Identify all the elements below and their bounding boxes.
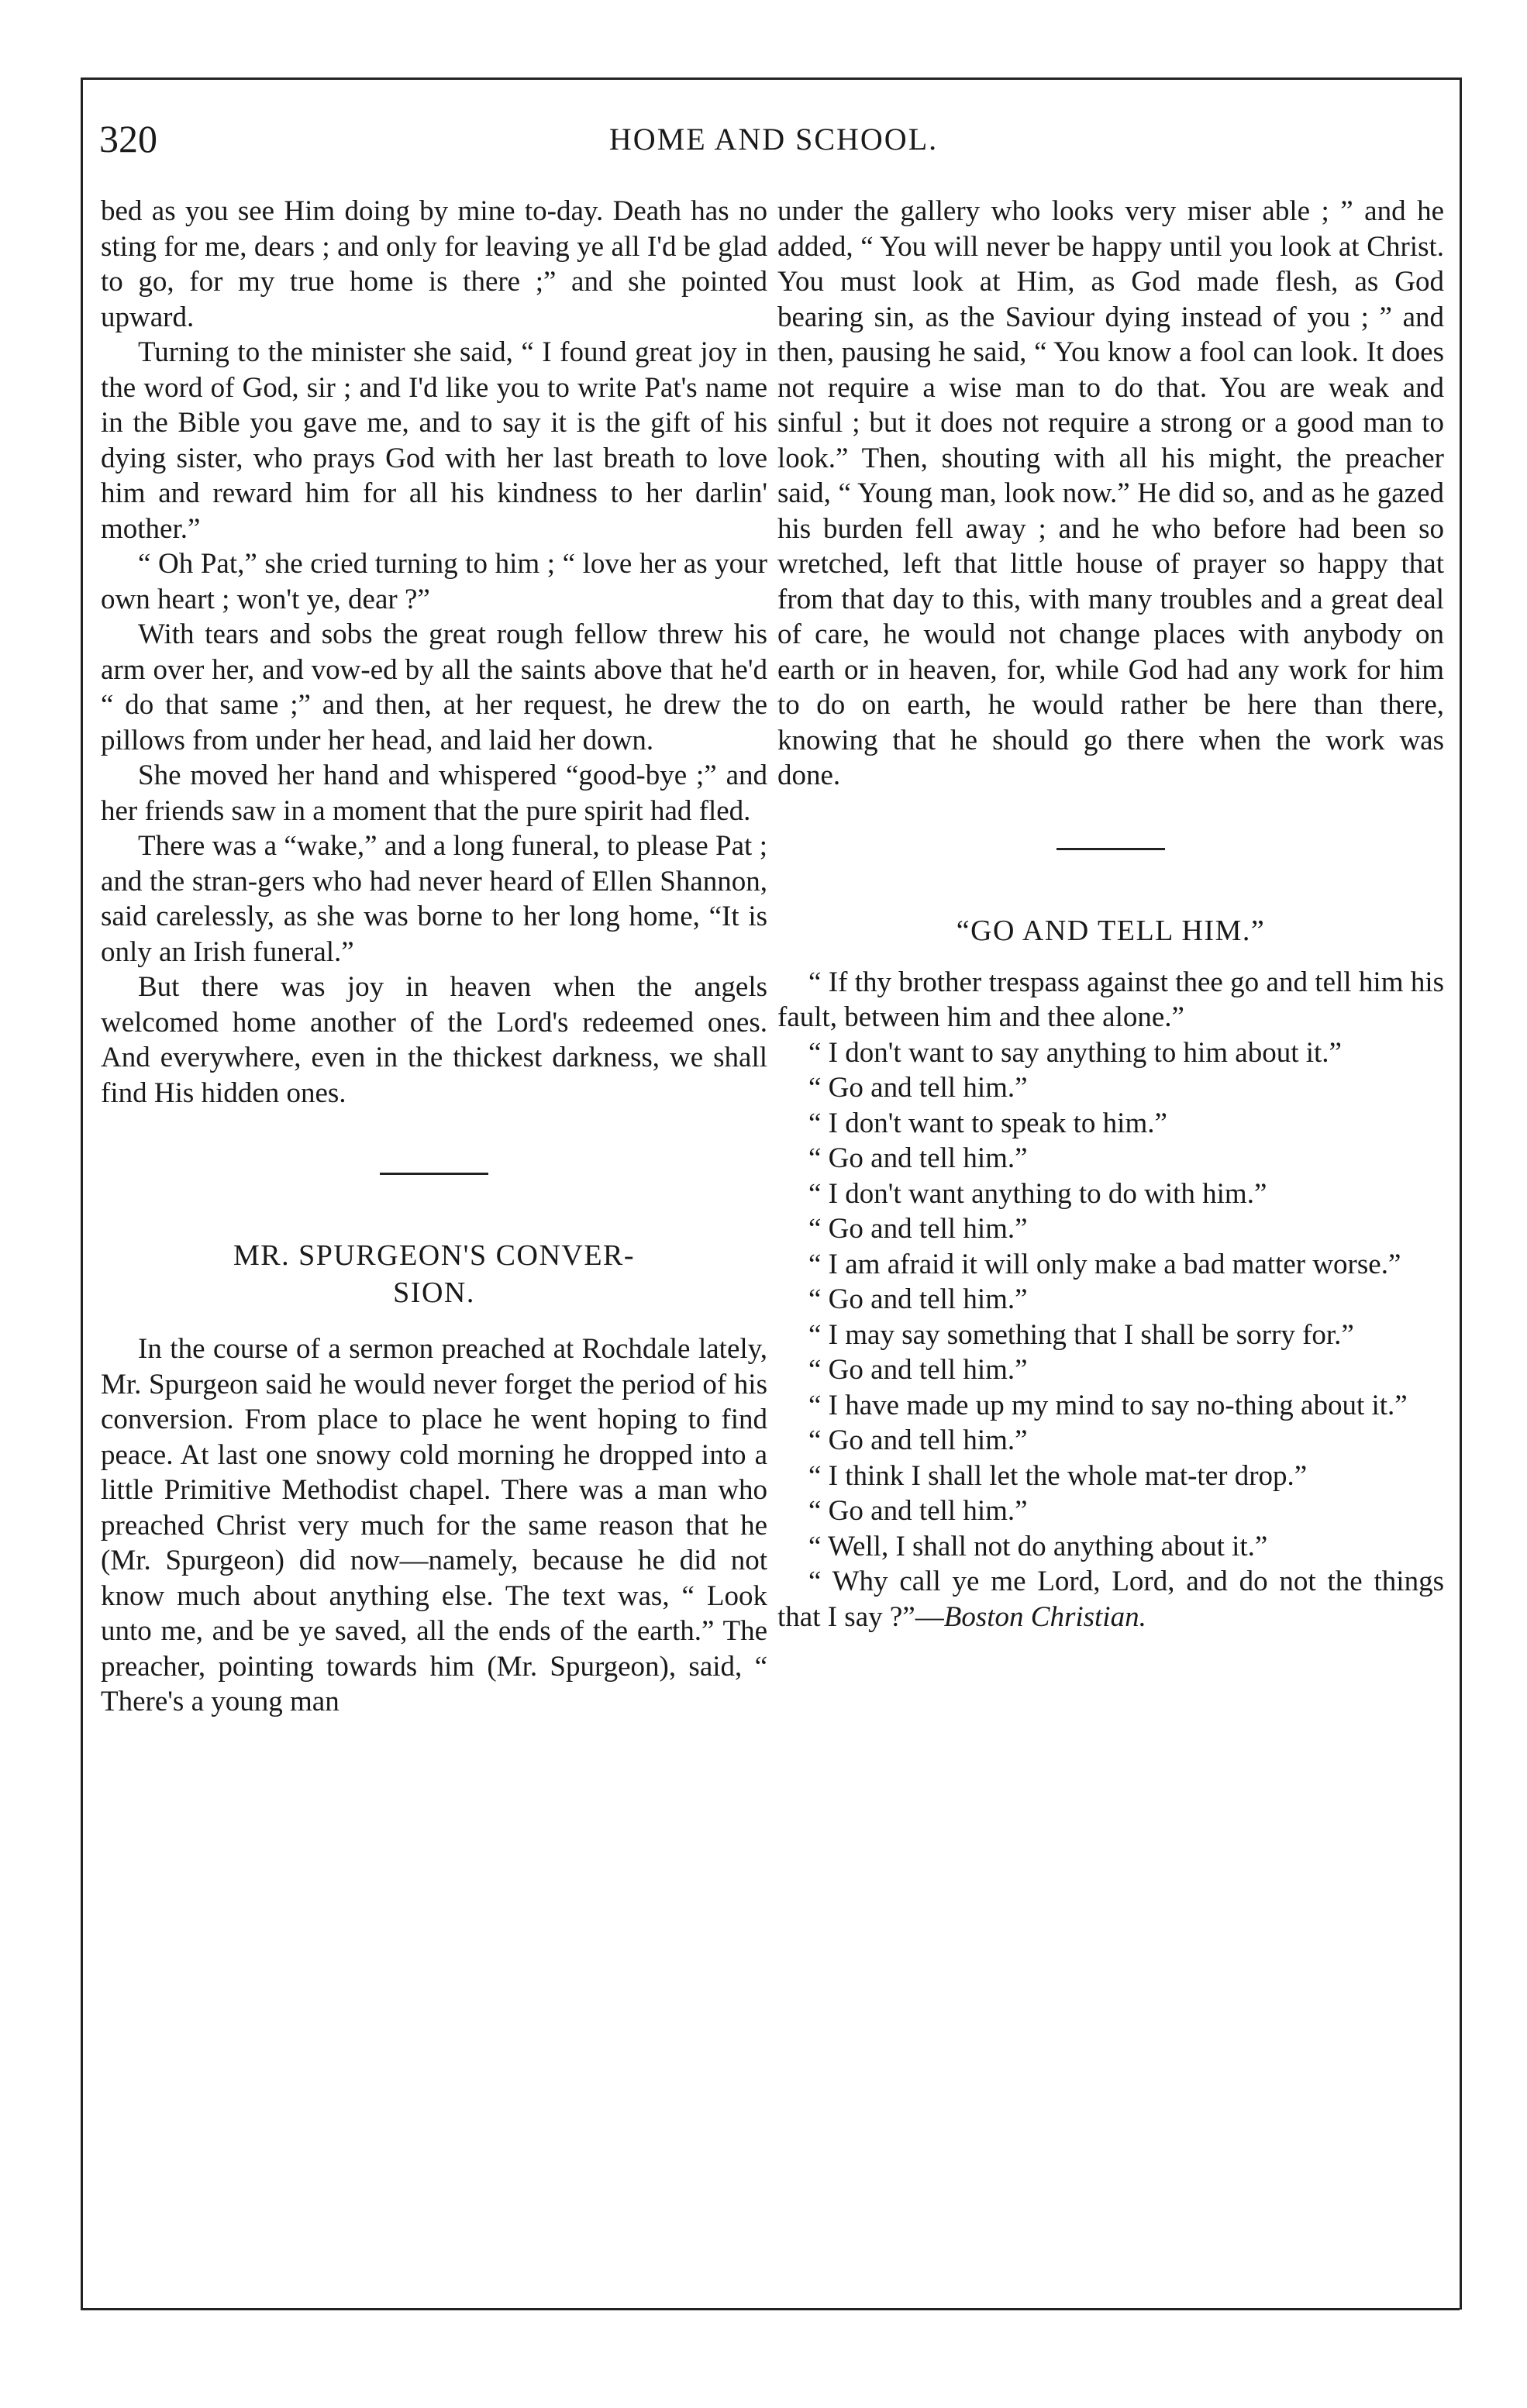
paragraph: “ I have made up my mind to say no-thing about it.” bbox=[808, 1389, 1408, 1421]
paragraph: bed as you see Him doing by mine to-day. Death has no sting for me, dears ; and only for leaving ye all I'd be glad to go, for my true home is there ;” and she pointed upward. bbox=[101, 195, 767, 333]
paragraph: There was a “wake,” and a long funeral, to please Pat ; and the stran-gers who had never heard of Ellen Shannon, said carelessly, as she was borne to her long home, “It is only an Irish funeral.” bbox=[101, 830, 767, 968]
paragraph: She moved her hand and whispered “good-bye ;” and her friends saw in a moment that the pure spirit had fled. bbox=[101, 760, 767, 827]
paragraph: “ I am afraid it will only make a bad matter worse.” bbox=[808, 1248, 1401, 1280]
closing-paragraph bbox=[777, 1564, 1444, 1635]
paragraph: “ I don't want to say anything to him about it.” bbox=[808, 1036, 1342, 1069]
paragraph: “ If thy brother trespass against thee go and tell him his fault, between him and thee alone.” bbox=[777, 966, 1444, 1033]
paragraph: “ Go and tell him.” bbox=[808, 1424, 1028, 1456]
paragraph: “ Go and tell him.” bbox=[808, 1072, 1028, 1104]
paragraph: “ I don't want anything to do with him.” bbox=[808, 1177, 1267, 1210]
paragraph: “ I may say something that I shall be sorry for.” bbox=[808, 1318, 1354, 1351]
paragraph: “ Go and tell him.” bbox=[808, 1283, 1028, 1315]
paragraph: Turning to the minister she said, “ I found great joy in the word of God, sir ; and I'd like you to write Pat's name in the Bible you gave me, and to say it is the gift of his dying sister, who prays God with her last breath to love him and reward him for all his kindness to her darlin' mother.” bbox=[101, 336, 767, 545]
section-title-line: MR. SPURGEON'S CONVER- bbox=[233, 1239, 636, 1272]
page-number: 320 bbox=[99, 117, 157, 160]
bottom-rule bbox=[81, 2308, 1460, 2310]
paragraph: “ I think I shall let the whole mat-ter drop.” bbox=[808, 1459, 1308, 1492]
top-rule bbox=[81, 78, 1460, 80]
closing-quote: “ Why call ye me Lord, Lord, and do not the things that I say ?”— bbox=[777, 1566, 1444, 1633]
paragraph: “ Go and tell him.” bbox=[808, 1213, 1028, 1245]
left-column bbox=[101, 194, 767, 1720]
section-title-line: SION. bbox=[393, 1276, 475, 1309]
right-column bbox=[777, 194, 1444, 1635]
paragraph: “ Oh Pat,” she cried turning to him ; “ love her as your own heart ; won't ye, dear ?” bbox=[101, 548, 767, 615]
source-byline: Boston Christian. bbox=[943, 1600, 1146, 1633]
running-title: HOME AND SCHOOL. bbox=[608, 122, 939, 157]
paragraph: With tears and sobs the great rough fellow threw his arm over her, and vow-ed by all the saints above that he'd “ do that same ;” and then, at her request, he drew the pillows from under her head, and laid her down. bbox=[101, 618, 767, 756]
paragraph: “ Go and tell him.” bbox=[808, 1142, 1028, 1174]
paragraph: under the gallery who looks very miser able ; ” and he added, “ You will never be happy until you look at Christ. You must look at Him, as God made flesh, as God bearing sin, as the Saviour dying instead of you ; ” and then, pausing he said, “ You know a fool can look. It does not require a wise man to do that. You are weak and sinful ; but it does not require a strong or a good man to look.” Then, shouting with all his might, the preacher said, “ Young man, look now.” He did so, and as he gazed his burden fell away ; and he who before had been so wretched, left that little house of prayer so happy that from that day to this, with many troubles and a great deal of care, he would not change places with anybody on earth or in heaven, for, while God had any work for him to do on earth, he would rather be here than there, knowing that he should go there when the work was done. bbox=[777, 195, 1444, 791]
paragraph: “ Well, I shall not do anything about it.” bbox=[808, 1530, 1268, 1562]
section-title-go-and-tell: “GO AND TELL HIM.” bbox=[956, 914, 1266, 947]
paragraph: “ I don't want to speak to him.” bbox=[808, 1107, 1167, 1139]
paragraph: “ Go and tell him.” bbox=[808, 1495, 1028, 1527]
paragraph: In the course of a sermon preached at Rochdale lately, Mr. Spurgeon said he would never forget the period of his conversion. From place to place he went hoping to find peace. At last one snowy cold morning he dropped into a little Primitive Methodist chapel. There was a man who preached Christ very much for the same reason that he (Mr. Spurgeon) did now—namely, because he did not know much about anything else. The text was, “ Look unto me, and be ye saved, all the ends of the earth.” The preacher, pointing towards him (Mr. Spurgeon), said, “ There's a young man bbox=[101, 1333, 767, 1717]
paragraph: “ Go and tell him.” bbox=[808, 1354, 1028, 1386]
page-header bbox=[99, 116, 1448, 171]
paragraph: But there was joy in heaven when the angels welcomed home another of the Lord's redeemed ones. And everywhere, even in the thickest darkness, we shall find His hidden ones. bbox=[101, 971, 767, 1109]
section-title-spurgeon bbox=[101, 1237, 767, 1311]
